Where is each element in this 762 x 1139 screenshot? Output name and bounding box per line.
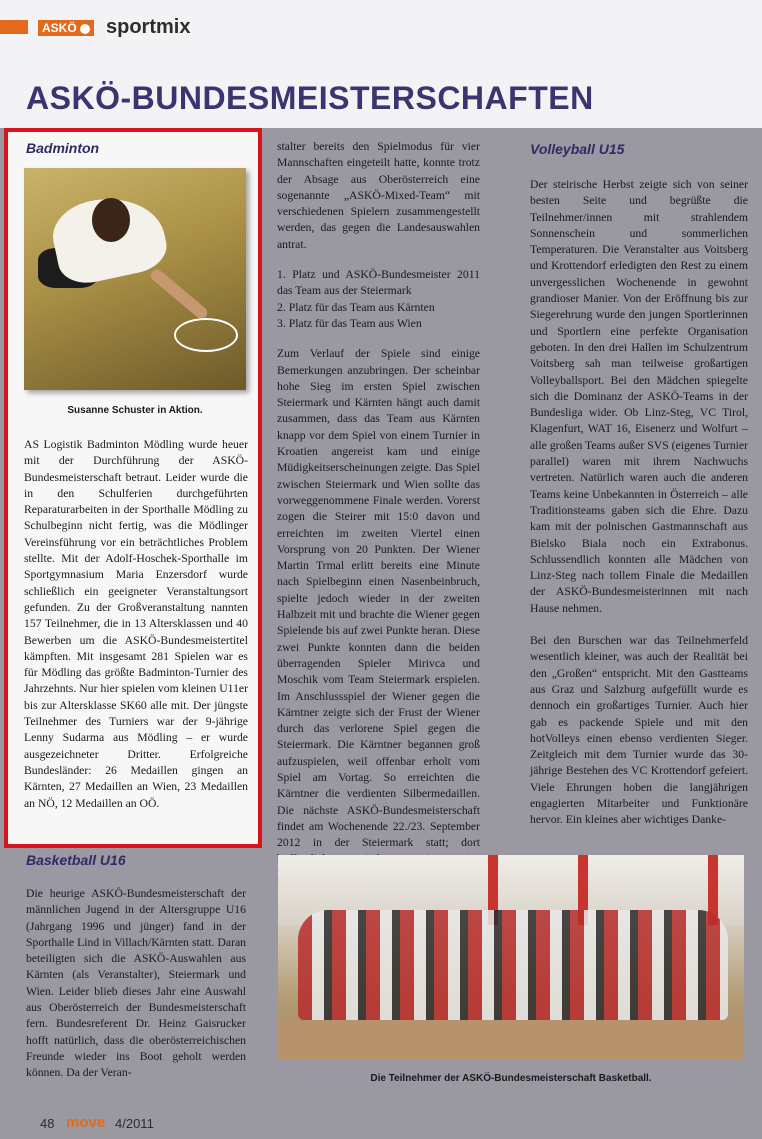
badminton-heading: Badminton	[26, 140, 100, 156]
orange-marker	[0, 20, 28, 34]
badminton-article	[24, 437, 248, 812]
basketball-column	[26, 886, 246, 1082]
asko-logo: ASKÖ	[38, 20, 94, 36]
basketball-text: Die heurige ASKÖ-Bundesmeisterschaft der männlichen Jugend in der Altersgruppe U16 (Jahrgang 1996 und jünger) fand in der Sporthalle Lind in Villach/Kärnten statt. Daran beteiligten sich die ASKÖ-Auswahlen aus Kärnten (als Veranstalter), Steiermark und Wien. Leider blieb dieses Jahr eine Auswahl aus Oberösterreich der Bundesmeisterschaft fern. Bundesreferent Dr. Heinz Gaisrucker hofft natürlich, dass die oberösterreichischen Freunde wieder ins Boot geholt werden können. Da der Veran-	[26, 887, 246, 1080]
basketball-heading: Basketball U16	[26, 852, 126, 868]
page-title: ASKÖ-BUNDESMEISTERSCHAFTEN	[26, 80, 594, 116]
result-item: 2. Platz für das Team aus Kärnten	[277, 300, 435, 314]
issue-number: 4/2011	[115, 1116, 154, 1131]
result-item: 1. Platz und ASKÖ-Bundesmeister 2011 das Team aus der Steiermark	[277, 268, 480, 298]
basketball-team-photo	[278, 855, 744, 1060]
volleyball-column	[530, 177, 748, 829]
middle-text: Zum Verlauf der Spiele sind einige Bemerkungen anzubringen. Der scheinbar hohe Sieg im ersten Spiel zwischen Steiermark und Kärnten hängt auch damit zusammen, dass das Team aus Kärnten knapp vor dem Spiel von einem Turnier in Kroatien angereist kam und einige Müdigkeitserscheinungen zeigte. Das Spiel zwischen Steiermark und Wien sollte das vorweggenommene Finale werden. Vorerst zogen die Steirer mit 15:0 davon und erreichten im zweiten Viertel einen Vorsprung von 20 Punkten. Der Wiener Martin Trmal erlitt bereits eine Minute nach Spielbeginn einen Nasenbeinbruch, spielte jedoch wieder in der zweiten Halbzeit mit und brachte die Wiener gegen Spielende bis auf zwei Punkte heran. Diese zwei Punkte konnten dann die beiden überragenden Spieler Mirivca und Moschik vom Team Steiermark erspielen. Im Anschlussspiel der Wiener gegen die Kärntner zeigte sich der Frust der Wiener durch das verlorene Spiel gegen die Steiermark. Die Kärntner begannen groß aufzuspielen, weil offenbar erholt vom Spiel am Vortag. So erreichten die Kärntner die verdienten Silbermedaillen. Die nächste ASKÖ-Bundesmeisterschaft findet am Wochenende 22./23. September 2012 in der Steiermark statt; dort	[277, 347, 480, 850]
badminton-photo-caption: Susanne Schuster in Aktion.	[67, 405, 203, 416]
volleyball-text-1: Der steirische Herbst zeigte sich von seiner besten Seite und begrüßte die Teilnehmer/innen mit strahlendem Sonnenschein und sommerlichen Temperaturen. Die Veranstalter aus Voitsberg und Krottendorf erledigten den Rest zu einem unvergesslichen Wochenende in gewohnt grandioser Manier. Von der Eröffnung bis zur Siegerehrung wurde den jungen Sportlerinnen und Sportlern eine perfekte Organisation geboten. In den drei Hallen im Schulzentrum Voitsberg sah man teilweise großartigen Volleyballsport. Bei den Mädchen spiegelte sich die Dominanz der ASKÖ-Teams in der Bundesliga wider. Ob Linz-Steg, VC Tirol, Klagenfurt, WAT 16, Eisenerz und Wolfurt – alle großen Teams außer SVS (eigenes Turnier parallel) waren mit ihrem Nachwuchs vertreten. Natürlich waren auch die anderen Teams keine Unbekannten in Österreich – alle Traditionsteams gaben sich die Ehre. Dazu kam mit der polnischen Gastmannschaft aus Bielsko Biala noch ein Extrabonus. Schlussendlich konnten alle Mädchen von Linz-Steg nach tollem Finale die Medaillen der ASKÖ-Bundesmeisterinnen mit nach Hause nehmen.	[530, 178, 748, 615]
volleyball-heading: Volleyball U15	[530, 141, 625, 157]
magazine-name: move	[66, 1114, 106, 1131]
result-item: 3. Platz für das Team aus Wien	[277, 316, 422, 330]
badminton-photo	[24, 168, 246, 390]
badminton-text: AS Logistik Badminton Mödling wurde heuer mit der Durchführung der ASKÖ-Bundesmeisterschaft betraut. Leider wurde die in den Schulferien durchgeführten Reparaturarbeiten in der Sporthalle Mödling zu Schulbeginn nicht fertig, was die Mödlinger Vereinsführung vor ein beträchtliches Problem stellte. Mit der Adolf-Hoschek-Sporthalle im Sportgymnasium Maria Enzersdorf wurde schließlich ein geeigneter Veranstaltungsort gefunden. Zu der Großveranstaltung nannten 157 Teilnehmer, die in 13 Altersklassen und 40 Bewerben um die ASKÖ-Bundesmeistertitel kämpften. Mit insgesamt 281 Spielen war es für Mödling das größte Badminton-Turnier des Jahrzehnts. Nur hier spielen vom kleinen U11er bis zur Altersklasse SK60 alle mit. Der jüngste Teilnehmer des Turniers war der 9-jährige Lenny Sudarma aus Mödling – er wurde ausgezeichneter Dritter. Erfolgreiche Bundesländer: 26 Medaillen gingen an Kärnten, 27 Medaillen an Wien, 23 Medaillen an NÖ, 12 Medaillen an OÖ.	[24, 438, 248, 810]
racket-icon	[174, 318, 238, 352]
page-number: 48	[40, 1116, 55, 1131]
middle-intro: stalter bereits den Spielmodus für vier Mannschaften eingeteilt hatte, konnte trotz der Absage aus Oberösterreich eine sogenannte „ASKÖ-Mixed-Team“ mit verschiedenen Spielern zusammengestellt werden, das gegen die Landesauswahlen antrat.	[277, 140, 480, 251]
section-label: sportmix	[106, 16, 191, 38]
logo-swirl-icon	[80, 24, 90, 34]
basketball-photo-caption: Die Teilnehmer der ASKÖ-Bundesmeisterschaft Basketball.	[370, 1073, 652, 1084]
middle-column	[277, 139, 480, 884]
volleyball-text-2: Bei den Burschen war das Teilnehmerfeld wesentlich kleiner, was auch der Realität bei den „Großen“ entspricht. Mit den Gastteams aus Graz und Salzburg aufgefüllt wurde es dennoch ein großartiges Turnier. Auch hier gab es packende Spiele und mit den hotVolleys einen ebenso verdienten Sieger. Zeitgleich mit dem Turnier wurde das 30-jährige Bestehen des VC Krottendorf gefeiert. Viele Ehrungen hoben die langjährigen engagierten Mitarbeiter und Funktionäre hervor. Ein kleines aber wichtiges Danke-	[530, 634, 748, 827]
results-list	[277, 267, 480, 332]
